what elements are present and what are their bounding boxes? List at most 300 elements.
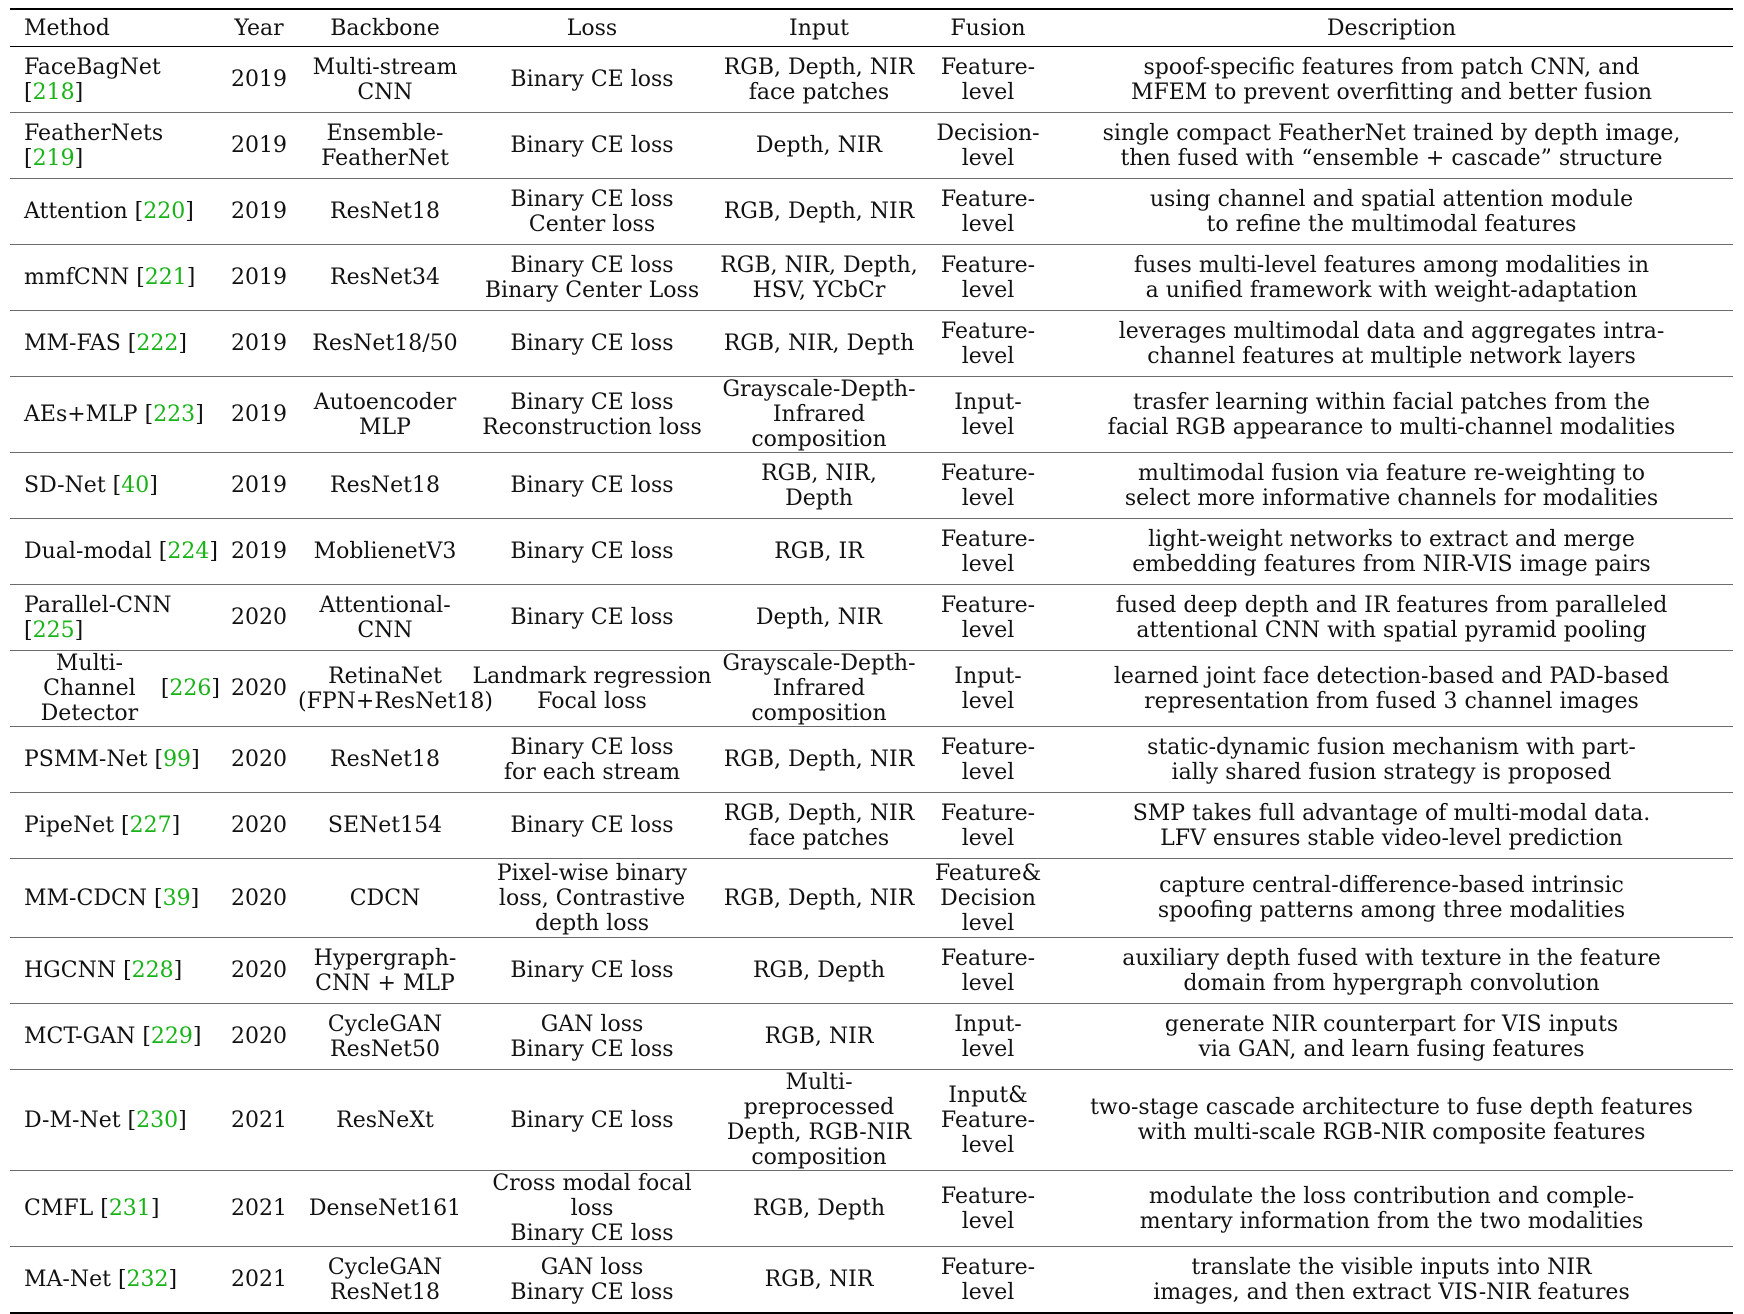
backbone-line: Ensemble- <box>326 120 444 146</box>
fusion-line: level <box>961 1279 1015 1305</box>
input-cell <box>712 179 926 245</box>
citation: [226] <box>160 676 220 701</box>
method-name: MM-FAS <box>24 331 121 356</box>
loss-line: GAN loss <box>540 1254 644 1280</box>
citation-link[interactable]: 218 <box>32 79 75 105</box>
backbone-cell <box>298 1171 472 1247</box>
fusion-line: Feature- <box>940 186 1036 212</box>
method-name: SD-Net <box>24 473 106 498</box>
backbone-line: CNN <box>357 79 413 105</box>
input-line: RGB, Depth <box>752 1196 886 1221</box>
input-line: Infrared composition <box>751 402 887 452</box>
table-row <box>10 1171 1733 1247</box>
description-cell <box>1050 453 1733 519</box>
citation-link[interactable]: 221 <box>144 265 187 290</box>
input-line: RGB, NIR <box>764 1267 874 1292</box>
method-name: Dual-modal <box>24 539 152 564</box>
fusion-cell <box>926 311 1050 377</box>
method-cell: AEs+MLP [223] <box>24 402 204 427</box>
loss-line: Center loss <box>528 211 656 237</box>
backbone-cell <box>298 585 472 651</box>
fusion-line: Input& <box>948 1082 1028 1108</box>
table-row <box>10 113 1733 179</box>
backbone-cell <box>298 113 472 179</box>
backbone-cell <box>298 1070 472 1171</box>
description-line: images, and then extract VIS-NIR features <box>1153 1279 1630 1305</box>
fusion-line: Feature- <box>940 800 1036 826</box>
description-line: modulate the loss contribution and comple- <box>1148 1183 1635 1209</box>
backbone-cell <box>298 651 493 727</box>
citation-link[interactable]: 40 <box>121 473 150 498</box>
method-cell: FaceBagNet [218] <box>24 54 161 105</box>
year-cell: 2020 <box>231 1024 287 1049</box>
fusion-line: level <box>961 343 1015 369</box>
loss-line: GAN loss <box>540 1011 644 1037</box>
description-cell <box>1050 793 1733 859</box>
backbone-cell <box>298 47 472 113</box>
input-line: RGB, NIR, <box>761 460 877 486</box>
loss-cell <box>472 938 712 1004</box>
header-year: Year <box>220 9 298 47</box>
backbone-line: MoblienetV3 <box>313 539 457 564</box>
header-method: Method <box>10 9 220 47</box>
description-line: capture central-difference-based intrinsic <box>1159 873 1624 898</box>
backbone-line: MLP <box>359 414 411 440</box>
year-cell: 2020 <box>231 813 287 838</box>
fusion-line: level <box>961 688 1015 714</box>
method-cell: SD-Net [40] <box>24 473 158 498</box>
description-line: two-stage cascade architecture to fuse depth features <box>1090 1095 1693 1120</box>
method-name: PipeNet <box>24 813 115 838</box>
backbone-line: ResNet34 <box>330 265 440 290</box>
input-line: composition <box>751 1145 887 1170</box>
input-line: RGB, Depth, NIR <box>723 800 915 826</box>
backbone-line: SENet154 <box>327 813 443 838</box>
fusion-cell <box>926 453 1050 519</box>
method-name: HGCNN <box>24 958 117 983</box>
backbone-line: CycleGAN <box>327 1254 443 1280</box>
description-cell <box>1050 938 1733 1004</box>
loss-line: Binary CE loss <box>510 958 674 983</box>
method-cell <box>10 651 220 727</box>
loss-line: Cross modal focal loss <box>492 1171 692 1221</box>
description-line: auxiliary depth fused with texture in the feature <box>1122 945 1661 971</box>
method-cell: MCT-GAN [229] <box>24 1024 202 1049</box>
method-cell: MM-FAS [222] <box>24 331 187 356</box>
fusion-line: Decision- <box>936 120 1040 146</box>
method-name: D-M-Net <box>24 1107 121 1133</box>
input-line: RGB, Depth, NIR <box>723 54 915 80</box>
loss-cell <box>472 311 712 377</box>
fusion-line: Feature- <box>940 1107 1036 1133</box>
loss-line: Binary CE loss <box>510 133 674 158</box>
fusion-line: Feature- <box>940 460 1036 486</box>
method-cell: CMFL [231] <box>24 1196 160 1221</box>
backbone-line: RetinaNet <box>328 663 442 689</box>
methods-table <box>10 8 1733 1314</box>
year-cell: 2019 <box>231 265 287 290</box>
method-cell: MM-CDCN [39] <box>24 885 200 911</box>
loss-line: Binary CE loss <box>510 539 674 564</box>
description-line: fused deep depth and IR features from paralleled <box>1115 592 1668 618</box>
fusion-line: Feature- <box>940 945 1036 971</box>
table-row <box>10 519 1733 585</box>
table-row <box>10 311 1733 377</box>
fusion-line: level <box>961 485 1015 511</box>
loss-line: Landmark regression <box>472 663 712 689</box>
input-line: RGB, NIR <box>764 1024 874 1049</box>
loss-line: Binary Center Loss <box>484 277 700 303</box>
description-line: ially shared fusion strategy is proposed <box>1171 759 1612 785</box>
loss-line: for each stream <box>503 759 681 785</box>
loss-cell <box>472 179 712 245</box>
description-line: static-dynamic fusion mechanism with part- <box>1147 734 1636 760</box>
description-cell <box>1050 1070 1733 1171</box>
backbone-cell <box>298 859 472 938</box>
backbone-line: Multi-stream <box>312 54 458 80</box>
backbone-cell <box>298 453 472 519</box>
description-line: learned joint face detection-based and PAD-based <box>1113 663 1670 689</box>
citation-link[interactable]: 231 <box>108 1196 151 1221</box>
description-line: facial RGB appearance to multi-channel modalities <box>1107 414 1676 440</box>
loss-line: Binary CE loss <box>510 252 674 278</box>
input-line: Depth, RGB-NIR <box>726 1120 912 1145</box>
year-cell: 2021 <box>231 1196 287 1221</box>
table-row <box>10 585 1733 651</box>
description-line: multimodal fusion via feature re-weighting to <box>1137 460 1646 486</box>
citation-link[interactable]: 229 <box>150 1024 193 1049</box>
header-row <box>10 9 1733 47</box>
description-line: to refine the multimodal features <box>1206 211 1577 237</box>
input-line: Depth, NIR <box>755 605 883 630</box>
method-cell: Attention [220] <box>24 199 194 224</box>
input-line: RGB, Depth <box>752 958 886 983</box>
backbone-line: ResNet18/50 <box>312 331 458 356</box>
fusion-line: level <box>961 759 1015 785</box>
backbone-line: ResNet50 <box>330 1036 440 1062</box>
fusion-line: Feature& <box>934 860 1042 886</box>
input-cell <box>712 519 926 585</box>
fusion-cell <box>926 113 1050 179</box>
fusion-line: Feature- <box>940 1254 1036 1280</box>
fusion-line: level <box>961 617 1015 643</box>
loss-cell <box>472 585 712 651</box>
fusion-line: level <box>961 1208 1015 1234</box>
method-name-line: Detector <box>40 701 139 726</box>
fusion-line: Input- <box>954 663 1022 689</box>
year-cell: 2020 <box>231 958 287 983</box>
input-cell <box>712 859 926 938</box>
year-cell: 2020 <box>231 747 287 772</box>
fusion-line: Feature- <box>940 734 1036 760</box>
fusion-cell <box>926 377 1050 453</box>
year-cell: 2019 <box>231 133 287 158</box>
loss-line: Binary CE loss <box>510 1107 674 1133</box>
backbone-line: CNN <box>357 617 413 643</box>
header-description: Description <box>1050 9 1733 47</box>
input-line: Grayscale-Depth- <box>722 377 916 402</box>
table-row <box>10 727 1733 793</box>
input-line: HSV, YCbCr <box>752 277 886 303</box>
year-cell: 2019 <box>231 473 287 498</box>
description-cell <box>1050 47 1733 113</box>
loss-cell <box>472 1004 712 1070</box>
table-container <box>10 8 1733 1314</box>
input-cell <box>712 245 926 311</box>
description-line: domain from hypergraph convolution <box>1183 970 1600 996</box>
loss-cell <box>472 1171 712 1247</box>
fusion-cell <box>926 1247 1050 1314</box>
method-cell: PSMM-Net [99] <box>24 747 200 772</box>
table-row <box>10 651 1733 727</box>
year-cell: 2021 <box>231 1267 287 1292</box>
backbone-line: (FPN+ResNet18) <box>298 688 493 714</box>
loss-line: Binary CE loss <box>510 67 674 92</box>
citation-link[interactable]: 220 <box>143 199 186 224</box>
citation-link[interactable]: 219 <box>32 145 75 171</box>
input-line: RGB, Depth, NIR <box>723 747 915 772</box>
input-cell <box>712 1171 926 1247</box>
loss-line: Binary CE loss <box>510 331 674 356</box>
year-cell: 2019 <box>231 331 287 356</box>
loss-line: loss, Contrastive <box>498 885 686 911</box>
citation-link[interactable]: 224 <box>167 539 210 564</box>
fusion-cell <box>926 585 1050 651</box>
backbone-cell <box>298 793 472 859</box>
backbone-line: ResNet18 <box>330 747 440 772</box>
method-cell: HGCNN [228] <box>24 958 183 983</box>
loss-line: depth loss <box>534 910 650 936</box>
citation-link[interactable]: 225 <box>32 617 75 643</box>
description-line: spoof-specific features from patch CNN, and <box>1143 54 1640 80</box>
loss-cell <box>472 1070 712 1171</box>
citation-link[interactable]: 227 <box>129 813 172 838</box>
citation-link[interactable]: 232 <box>126 1267 169 1292</box>
fusion-line: Feature- <box>940 54 1036 80</box>
fusion-cell <box>926 859 1050 938</box>
table-row <box>10 377 1733 453</box>
description-cell <box>1050 585 1733 651</box>
description-cell <box>1050 651 1733 727</box>
backbone-cell <box>298 311 472 377</box>
description-line: via GAN, and learn fusing features <box>1198 1036 1585 1062</box>
loss-line: Binary CE loss <box>510 605 674 630</box>
description-line: mentary information from the two modalities <box>1139 1208 1644 1234</box>
table-row <box>10 47 1733 113</box>
backbone-cell <box>298 1004 472 1070</box>
loss-cell <box>472 1247 712 1314</box>
fusion-cell <box>926 1171 1050 1247</box>
header-input: Input <box>712 9 926 47</box>
fusion-line: Feature- <box>940 592 1036 618</box>
input-cell <box>712 113 926 179</box>
method-cell: Dual-modal [224] <box>24 539 218 564</box>
description-line: light-weight networks to extract and merge <box>1148 526 1635 552</box>
method-name <box>24 651 155 726</box>
fusion-line: level <box>961 1036 1015 1062</box>
loss-cell <box>472 245 712 311</box>
backbone-line: ResNet18 <box>330 199 440 224</box>
backbone-line: CNN + MLP <box>315 970 455 996</box>
loss-cell <box>472 519 712 585</box>
method-name: FaceBagNet <box>24 54 161 80</box>
fusion-line: Feature- <box>940 318 1036 344</box>
description-cell <box>1050 179 1733 245</box>
fusion-line: Decision <box>940 885 1036 911</box>
table-row <box>10 938 1733 1004</box>
description-cell <box>1050 113 1733 179</box>
fusion-line: level <box>961 551 1015 577</box>
fusion-cell <box>926 519 1050 585</box>
description-cell <box>1050 1004 1733 1070</box>
description-cell <box>1050 245 1733 311</box>
loss-line: Binary CE loss <box>510 813 674 838</box>
table-row <box>10 1247 1733 1314</box>
table-row <box>10 179 1733 245</box>
fusion-cell <box>926 47 1050 113</box>
description-cell <box>1050 1171 1733 1247</box>
table-row <box>10 245 1733 311</box>
citation-link[interactable]: 230 <box>136 1107 179 1133</box>
method-cell: D-M-Net [230] <box>24 1107 187 1133</box>
description-line: select more informative channels for modalities <box>1124 485 1659 511</box>
backbone-cell <box>298 377 472 453</box>
backbone-line: DenseNet161 <box>308 1196 462 1221</box>
fusion-cell <box>926 793 1050 859</box>
description-cell <box>1050 859 1733 938</box>
input-cell <box>712 1070 926 1171</box>
backbone-cell <box>298 727 472 793</box>
input-line: RGB, Depth, NIR <box>723 199 915 224</box>
input-line: RGB, IR <box>774 539 864 564</box>
description-line: channel features at multiple network layers <box>1147 343 1636 369</box>
loss-cell <box>472 47 712 113</box>
input-cell <box>712 1247 926 1314</box>
year-cell: 2020 <box>231 885 287 911</box>
citation-link[interactable]: 39 <box>162 885 191 911</box>
input-cell <box>712 453 926 519</box>
fusion-line: level <box>961 970 1015 996</box>
fusion-line: level <box>961 211 1015 237</box>
description-line: representation from fused 3 channel images <box>1144 688 1639 714</box>
method-cell: FeatherNets [219] <box>24 120 164 171</box>
description-line: spoofing patterns among three modalities <box>1157 898 1626 923</box>
fusion-line: Feature- <box>940 252 1036 278</box>
method-group <box>24 651 220 726</box>
description-line: then fused with “ensemble + cascade” structure <box>1120 145 1663 171</box>
citation-link[interactable]: 226 <box>169 676 212 701</box>
loss-cell <box>472 113 712 179</box>
method-cell: Parallel-CNN [225] <box>24 592 172 643</box>
loss-cell <box>472 453 712 519</box>
input-cell <box>712 585 926 651</box>
fusion-cell <box>926 1004 1050 1070</box>
loss-line: Binary CE loss <box>510 1279 674 1305</box>
table-row <box>10 859 1733 938</box>
loss-line: Binary CE loss <box>510 389 674 415</box>
description-line: translate the visible inputs into NIR <box>1191 1254 1592 1280</box>
loss-line: Reconstruction loss <box>482 414 702 440</box>
method-name: mmfCNN <box>24 265 130 290</box>
input-line: Grayscale-Depth- <box>722 651 916 676</box>
input-line: face patches <box>748 825 890 851</box>
loss-cell <box>472 377 712 453</box>
table-body <box>10 47 1733 1314</box>
method-name: Attention <box>24 199 128 224</box>
input-line: face patches <box>748 79 890 105</box>
table-row <box>10 1004 1733 1070</box>
loss-line: Binary CE loss <box>510 734 674 760</box>
loss-line: Binary CE loss <box>510 1036 674 1062</box>
year-cell: 2021 <box>231 1107 287 1133</box>
input-line: RGB, Depth, NIR <box>723 885 915 911</box>
fusion-line: level <box>961 79 1015 105</box>
method-name: MA-Net <box>24 1267 111 1292</box>
fusion-line: Feature- <box>940 526 1036 552</box>
loss-line: Binary CE loss <box>510 1221 674 1246</box>
input-cell <box>712 793 926 859</box>
description-line: single compact FeatherNet trained by depth image, <box>1102 120 1681 146</box>
method-name: FeatherNets <box>24 120 164 146</box>
description-cell <box>1050 377 1733 453</box>
input-line: Infrared composition <box>751 676 887 726</box>
method-name: PSMM-Net <box>24 747 148 772</box>
fusion-line: level <box>961 825 1015 851</box>
description-cell <box>1050 727 1733 793</box>
fusion-cell <box>926 245 1050 311</box>
input-cell <box>712 377 926 453</box>
input-line: RGB, NIR, Depth, <box>720 252 918 278</box>
backbone-line: Hypergraph- <box>313 945 457 971</box>
loss-line: Focal loss <box>537 688 647 714</box>
citation-link[interactable]: 228 <box>131 958 174 983</box>
input-cell <box>712 1004 926 1070</box>
input-cell <box>712 651 926 727</box>
method-name: Parallel-CNN <box>24 592 172 618</box>
fusion-line: level <box>961 1132 1015 1158</box>
fusion-line: level <box>961 145 1015 171</box>
input-cell <box>712 727 926 793</box>
year-cell: 2019 <box>231 539 287 564</box>
table-row <box>10 1070 1733 1171</box>
table-row <box>10 793 1733 859</box>
loss-cell <box>472 727 712 793</box>
description-cell <box>1050 519 1733 585</box>
year-cell: 2019 <box>231 402 287 427</box>
backbone-line: ResNet18 <box>330 1279 440 1305</box>
citation-link[interactable]: 222 <box>136 331 179 356</box>
citation-link[interactable]: 223 <box>153 402 196 427</box>
input-cell <box>712 938 926 1004</box>
description-line: SMP takes full advantage of multi-modal data. <box>1132 800 1651 826</box>
fusion-cell <box>926 179 1050 245</box>
fusion-line: Input- <box>954 389 1022 415</box>
backbone-cell <box>298 179 472 245</box>
description-line: leverages multimodal data and aggregates intra- <box>1118 318 1665 344</box>
loss-line: Pixel-wise binary <box>496 860 688 886</box>
description-cell <box>1050 311 1733 377</box>
method-cell: MA-Net [232] <box>24 1267 178 1292</box>
year-cell: 2019 <box>231 67 287 92</box>
header-loss: Loss <box>472 9 712 47</box>
loss-line: Binary CE loss <box>510 473 674 498</box>
header-fusion: Fusion <box>926 9 1050 47</box>
description-line: trasfer learning within facial patches from the <box>1132 389 1651 415</box>
input-line: Multi-preprocessed <box>743 1070 895 1120</box>
backbone-line: FeatherNet <box>321 145 449 171</box>
description-line: LFV ensures stable video-level prediction <box>1160 825 1623 851</box>
citation-link[interactable]: 99 <box>163 747 192 772</box>
